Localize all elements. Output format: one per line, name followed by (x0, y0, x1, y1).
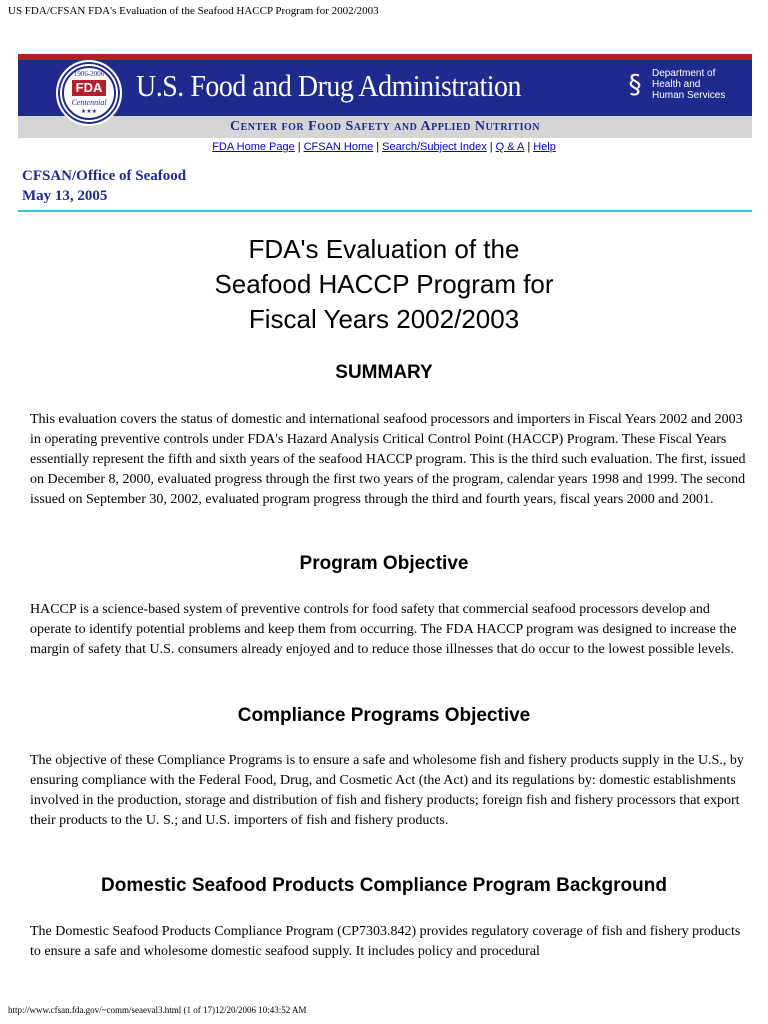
title-line-2: Seafood HACCP Program for (214, 269, 554, 299)
hhs-line-2: Health and (652, 79, 701, 90)
hhs-line-1: Department of (652, 68, 716, 79)
hhs-label[interactable] (652, 68, 725, 101)
compliance-objective-heading: Compliance Programs Objective (237, 705, 531, 726)
summary-heading: SUMMARY (335, 362, 433, 383)
divider (18, 210, 752, 212)
summary-paragraph: This evaluation covers the status of domestic and international seafood processors and importers in Fiscal Years 2002 and 2003 in operating preventive controls under FDA's Hazard Analysis Critical Control Point (HACCP) Program. These Fiscal Years essentially represent the fifth and sixth years of the seafood HACCP program. This is the third such evaluation. The first, issued on December 8, 2000, evaluated progress through the first two years of the program, calendar years 1998 and 1999. The second issued on September 30, 2002, evaluated program progress through the third and fourth years, fiscal years 2000 and 2001. (30, 412, 746, 507)
office-info (22, 166, 186, 206)
program-objective-heading: Program Objective (299, 553, 469, 574)
seal-years: 1906-2006 (73, 70, 105, 78)
hhs-eagle-icon[interactable]: § (628, 70, 642, 100)
seal-stars: ★★★ (80, 109, 98, 115)
fda-centennial-seal-icon[interactable] (56, 60, 122, 126)
browser-page-title: US FDA/CFSAN FDA's Evaluation of the Seafood HACCP Program for 2002/2003 (8, 5, 379, 17)
center-name: Center for Food Safety and Applied Nutrition (229, 119, 541, 134)
page-title (0, 232, 768, 337)
seal-centennial: Centennial (71, 98, 107, 107)
nav-link-search[interactable]: Search/Subject Index (382, 141, 487, 153)
office-date: May 13, 2005 (22, 188, 108, 204)
fda-banner (18, 54, 752, 138)
compliance-objective-paragraph: The objective of these Compliance Programs is to ensure a safe and wholesome fish and fishery products supply in the U.S., by ensuring compliance with the Federal Food, Drug, and Cosmetic Act (the Act) and its regulations by: domestic establishments involved in the production, storage and distribution of fish and fishery products; foreign fish and fishery processors that export their products to the U. S.; and U.S. importers of fish and fishery products. (30, 753, 744, 828)
nav-link-help[interactable]: Help (533, 141, 556, 153)
nav-separator: | (376, 141, 380, 153)
footer-url: http://www.cfsan.fda.gov/~comm/seaeval3.html (1 of 17)12/20/2006 10:43:52 AM (8, 1005, 307, 1015)
nav-link-cfsan-home[interactable]: CFSAN Home (303, 141, 374, 153)
top-navigation (0, 141, 768, 153)
hhs-line-3: Human Services (652, 90, 726, 101)
program-objective-paragraph: HACCP is a science-based system of preventive controls for food safety that commercial seafood processors develop and operate to identify potential problems and keep them from occurring. The FDA HACCP program was designed to increase the margin of safety that U.S. consumers already enjoyed and to reduce those illnesses that do occur to the lowest possible levels. (30, 602, 737, 657)
domestic-background-heading: Domestic Seafood Products Compliance Program Background (101, 875, 667, 896)
nav-link-qa[interactable]: Q & A (495, 141, 525, 153)
title-line-1: FDA's Evaluation of the (248, 234, 520, 264)
title-line-3: Fiscal Years 2002/2003 (248, 304, 520, 334)
nav-link-fda-home[interactable]: FDA Home Page (212, 141, 295, 153)
nav-separator: | (527, 141, 531, 153)
nav-separator: | (297, 141, 301, 153)
nav-separator: | (489, 141, 493, 153)
domestic-background-paragraph: The Domestic Seafood Products Compliance Program (CP7303.842) provides regulatory coverage of fish and fishery products to ensure a safe and wholesome domestic seafood supply. It includes policy and procedural (30, 924, 741, 959)
agency-name[interactable]: U.S. Food and Drug Administration (136, 68, 522, 103)
office-name: CFSAN/Office of Seafood (22, 168, 187, 184)
seal-fda: FDA (72, 80, 106, 96)
